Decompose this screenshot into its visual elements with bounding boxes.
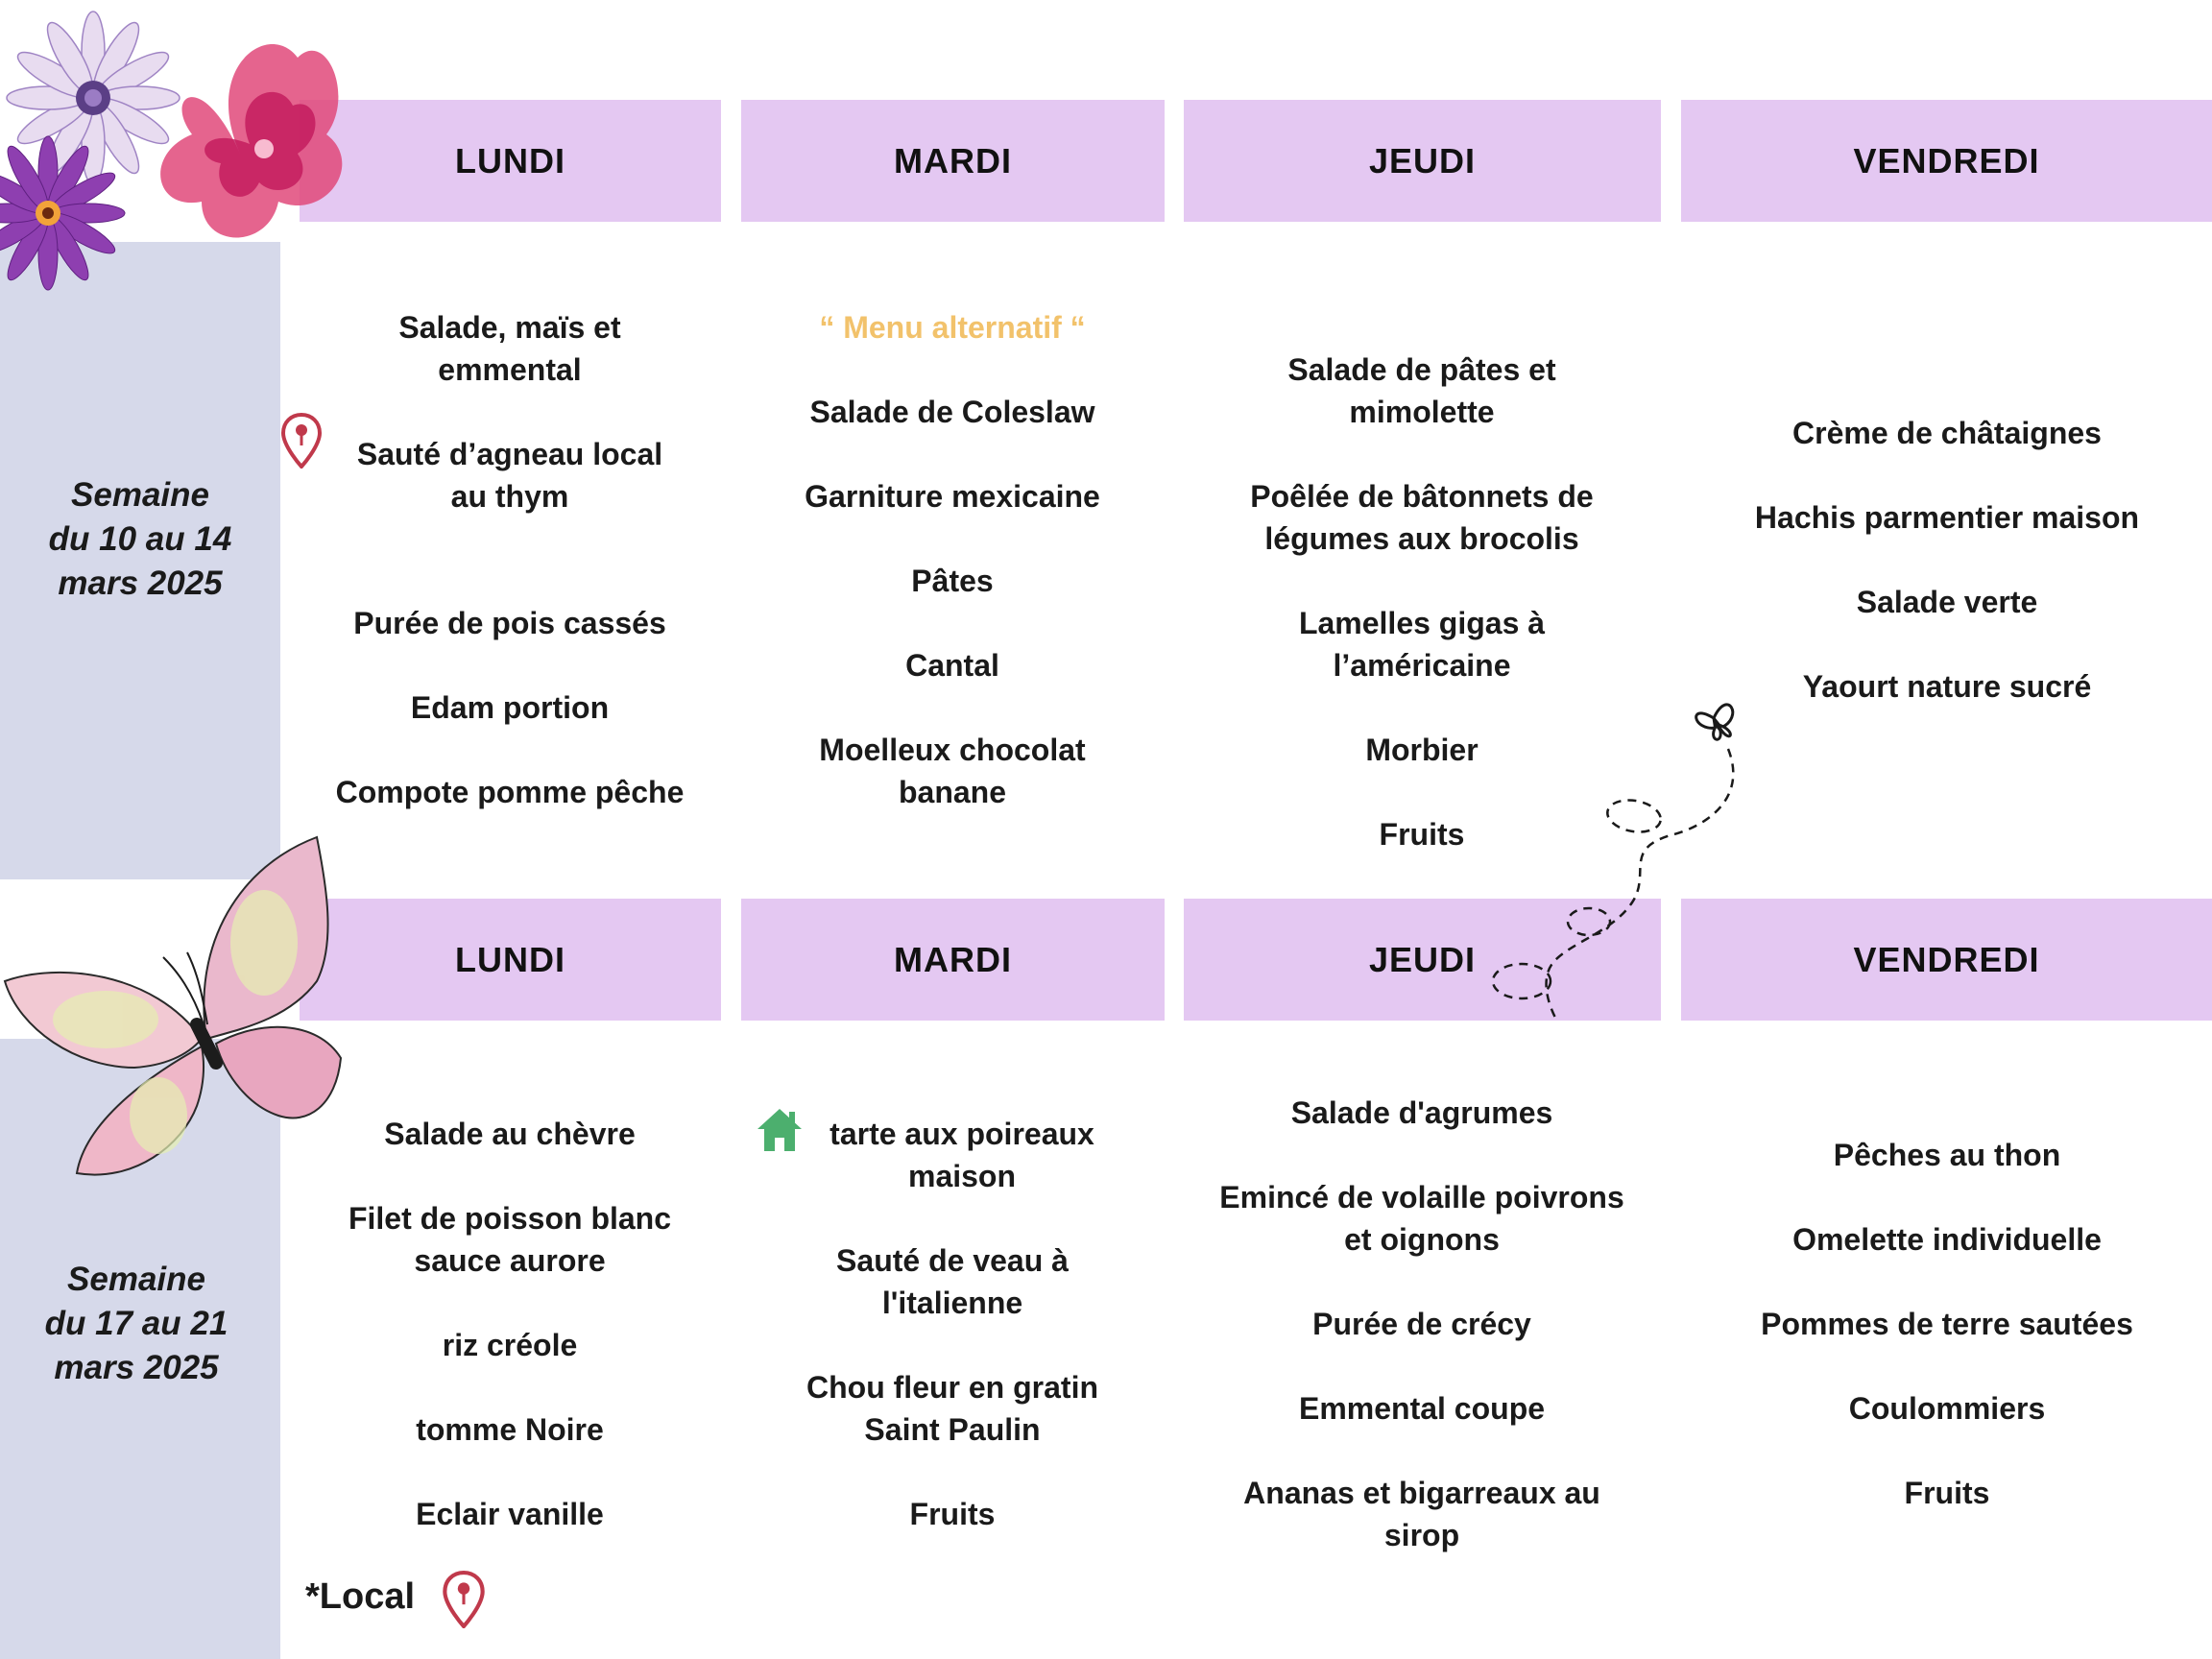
menu-item: Crème de châtaignes: [1792, 416, 2102, 450]
week2-lundi-menu: [317, 1113, 703, 1535]
menu-item: Cantal: [905, 648, 999, 683]
menu-item: tarte aux poireaux maison: [830, 1117, 1094, 1193]
menu-item: Salade de Coleslaw: [809, 395, 1095, 429]
menu-item: Morbier: [1365, 733, 1479, 767]
week1-header-lundi: LUNDI: [300, 100, 721, 222]
week1-vendredi-menu: [1709, 412, 2185, 708]
week1-header-mardi: MARDI: [741, 100, 1165, 222]
menu-item: Pommes de terre sautées: [1761, 1307, 2133, 1341]
local-legend: [305, 1576, 415, 1618]
menu-item: Fruits: [1904, 1476, 1990, 1510]
menu-item: Emincé de volaille poivrons et oignons: [1219, 1180, 1624, 1257]
menu-item: Fruits: [909, 1497, 996, 1531]
week2-mardi-menu: [751, 1113, 1154, 1535]
week2-header-mardi: MARDI: [741, 899, 1165, 1021]
menu-item: Pêches au thon: [1833, 1138, 2061, 1172]
menu-item: Eclair vanille: [416, 1497, 604, 1531]
menu-item: Omelette individuelle: [1792, 1222, 2102, 1257]
week1-label: Semaine du 10 au 14 mars 2025: [48, 476, 232, 602]
menu-item: Sauté d’agneau local au thym: [356, 437, 663, 514]
menu-item: Pâtes: [911, 564, 994, 598]
menu-item: Salade verte: [1856, 585, 2038, 619]
menu-item: Purée de crécy: [1312, 1307, 1531, 1341]
week1-lundi-menu: [317, 306, 703, 813]
week1-mardi-menu: [751, 306, 1154, 813]
small-butterfly-decoration: [1459, 682, 1747, 1027]
butterfly-decoration: [0, 828, 350, 1192]
menu-item: Purée de pois cassés: [353, 606, 666, 640]
menu-item: Edam portion: [410, 690, 610, 725]
menu-item: Garniture mexicaine: [805, 479, 1100, 514]
local-legend-label: *Local: [305, 1576, 416, 1617]
menu-item: Hachis parmentier maison: [1754, 500, 2140, 535]
menu-item: Salade, maïs et emmental: [398, 310, 621, 387]
menu-item: Moelleux chocolat banane: [819, 733, 1086, 809]
menu-item: Lamelles gigas à l’américaine: [1298, 606, 1546, 683]
menu-item: Filet de poisson blanc sauce aurore: [348, 1201, 672, 1278]
flowers-decoration: [0, 0, 346, 302]
week1-header-vendredi: VENDREDI: [1681, 100, 2212, 222]
menu-item: Compote pomme pêche: [335, 775, 685, 809]
menu-item: Poêlée de bâtonnets de légumes aux brocolis: [1250, 479, 1594, 556]
menu-item: Fruits: [1379, 817, 1465, 852]
menu-item: Salade de pâtes et mimolette: [1287, 352, 1556, 429]
week2-header-lundi: LUNDI: [300, 899, 721, 1021]
week2-header-jeudi: JEUDI: [1184, 899, 1661, 1021]
location-pin-icon: [442, 1571, 486, 1628]
menu-item: riz créole: [442, 1328, 578, 1362]
menu-item: tomme Noire: [416, 1412, 604, 1447]
alternative-menu-label: “ Menu alternatif “: [819, 310, 1086, 345]
menu-item: Yaourt nature sucré: [1802, 669, 2092, 704]
menu-item: Coulommiers: [1848, 1391, 2046, 1426]
home-icon: [755, 1106, 805, 1154]
week2-jeudi-menu: [1200, 1092, 1644, 1556]
week2-header-vendredi: VENDREDI: [1681, 899, 2212, 1021]
menu-item: Salade d'agrumes: [1290, 1095, 1553, 1130]
week1-header-jeudi: JEUDI: [1184, 100, 1661, 222]
menu-item: Chou fleur en gratin Saint Paulin: [806, 1370, 1098, 1447]
menu-item: Ananas et bigarreaux au sirop: [1243, 1476, 1600, 1552]
menu-item: Emmental coupe: [1298, 1391, 1546, 1426]
week2-label: Semaine du 17 au 21 mars 2025: [44, 1261, 228, 1386]
week2-vendredi-menu: [1709, 1134, 2185, 1514]
location-pin-icon: [280, 413, 323, 469]
menu-item: Sauté de veau à l'italienne: [836, 1243, 1069, 1320]
menu-item: Salade au chèvre: [384, 1117, 636, 1151]
